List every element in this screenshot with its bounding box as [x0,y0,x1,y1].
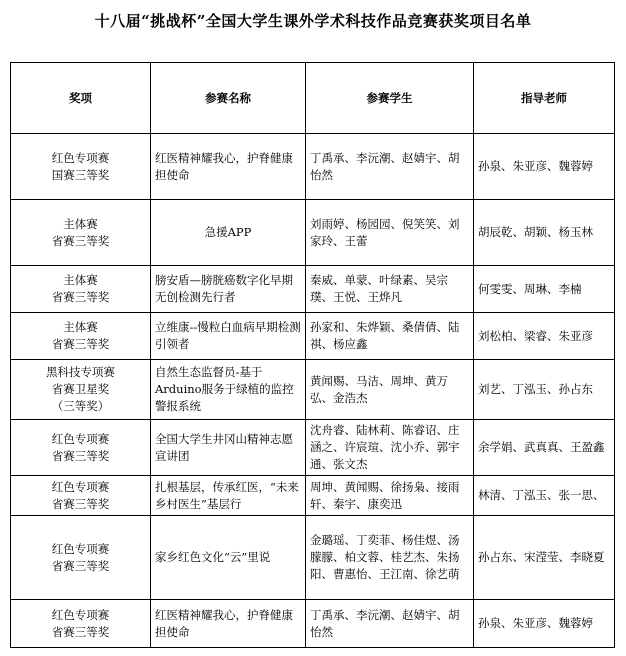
students-cell: 刘雨婷、杨园园、倪笑笑、刘家玲、王蕾 [306,200,474,266]
entry-name-cell: 红医精神耀我心，护脊健康担使命 [151,600,306,648]
header-entry-name: 参赛名称 [151,63,306,134]
entry-name-cell: 膀安盾—膀胱癌数字化早期无创检测先行者 [151,266,306,313]
teachers-cell: 孙泉、朱亚彦、魏蓉婷 [474,600,615,648]
students-cell: 金璐瑶、丁奕菲、杨佳煜、汤朦朦、柏文蓉、桂艺杰、朱扬阳、曹惠怡、王江南、徐艺萌 [306,516,474,600]
entry-name-cell: 全国大学生井冈山精神志愿宣讲团 [151,420,306,476]
students-cell: 丁禹承、李沅潮、赵婧宇、胡怡然 [306,600,474,648]
award-cell [11,200,151,266]
award-cell [11,476,151,516]
award-line: 红色专项赛 [51,150,110,165]
award-line: 主体赛 [63,273,98,287]
table-row [11,516,615,600]
award-line: 红色专项赛 [51,479,110,494]
table-header-row [11,63,615,134]
award-line: 主体赛 [63,216,98,231]
award-line: 主体赛 [63,320,98,334]
page-title: 十八届“挑战杯”全国大学生课外学术科技作品竞赛获奖项目名单 [94,12,532,30]
award-line: 省赛三等奖 [51,558,110,573]
award-cell [11,420,151,476]
students-cell: 孙家和、朱烨颖、桑倩倩、陆祺、杨应鑫 [306,313,474,360]
table-row [11,200,615,266]
header-teachers: 指导老师 [474,63,615,134]
students-cell: 黄闻赐、马洁、周坤、黄万弘、金浩杰 [306,360,474,420]
table-row [11,266,615,313]
award-cell [11,313,151,360]
table-row [11,476,615,516]
table-row [11,134,615,200]
award-line: 红色专项赛 [51,541,110,556]
entry-name-cell: 自然生态监督员-基于Arduino服务于绿植的监控警报系统 [151,360,306,420]
table-body [11,134,615,648]
award-cell [11,266,151,313]
students-cell: 周坤、黄闻赐、徐扬枭、接雨轩、秦宇、康奕迅 [306,476,474,516]
table-row [11,600,615,648]
award-line: （三等奖） [51,399,110,413]
award-cell [11,134,151,200]
teachers-cell: 何雯雯、周琳、李楠 [474,266,615,313]
award-cell [11,516,151,600]
award-line: 省赛卫星奖 [51,382,110,396]
entry-name-cell: 扎根基层，传承红医，“未来乡村医生”基层行 [151,476,306,516]
students-cell: 秦威、单蒙、叶绿素、吴宗璞、王悦、王烨凡 [306,266,474,313]
award-line: 省赛三等奖 [51,496,110,511]
entry-name-cell: 急援APP [151,200,306,266]
table-row [11,313,615,360]
teachers-cell: 孙占东、宋滢莹、李晓夏 [474,516,615,600]
teachers-cell: 胡辰乾、胡颖、杨玉林 [474,200,615,266]
header-students: 参赛学生 [306,63,474,134]
award-cell [11,600,151,648]
students-cell: 丁禹承、李沅潮、赵婧宇、胡怡然 [306,134,474,200]
header-award: 奖项 [11,63,151,134]
entry-name-cell: 红医精神耀我心，护脊健康担使命 [151,134,306,200]
teachers-cell: 孙泉、朱亚彦、魏蓉婷 [474,134,615,200]
table-row [11,420,615,476]
award-line: 省赛三等奖 [51,448,110,463]
table-row [11,360,615,420]
teachers-cell: 刘松柏、梁睿、朱亚彦 [474,313,615,360]
award-line: 省赛三等奖 [51,337,110,351]
award-line: 省赛三等奖 [51,290,110,304]
teachers-cell: 余学娟、武真真、王盈鑫 [474,420,615,476]
award-cell [11,360,151,420]
award-line: 红色专项赛 [51,607,110,622]
award-line: 省赛三等奖 [51,624,110,639]
teachers-cell: 林清、丁泓玉、张一思、 [474,476,615,516]
award-table [10,62,615,648]
award-line: 红色专项赛 [51,431,110,446]
students-cell: 沈舟睿、陆林莉、陈睿诏、庄涵之、许宸瑄、沈小乔、郭宇通、张文杰 [306,420,474,476]
teachers-cell: 刘艺、丁泓玉、孙占东 [474,360,615,420]
entry-name-cell: 立维康--慢粒白血病早期检测引领者 [151,313,306,360]
entry-name-cell: 家乡红色文化“云”里说 [151,516,306,600]
award-line: 黑科技专项赛 [46,365,115,379]
award-line: 国赛三等奖 [51,167,110,182]
award-line: 省赛三等奖 [51,233,110,248]
